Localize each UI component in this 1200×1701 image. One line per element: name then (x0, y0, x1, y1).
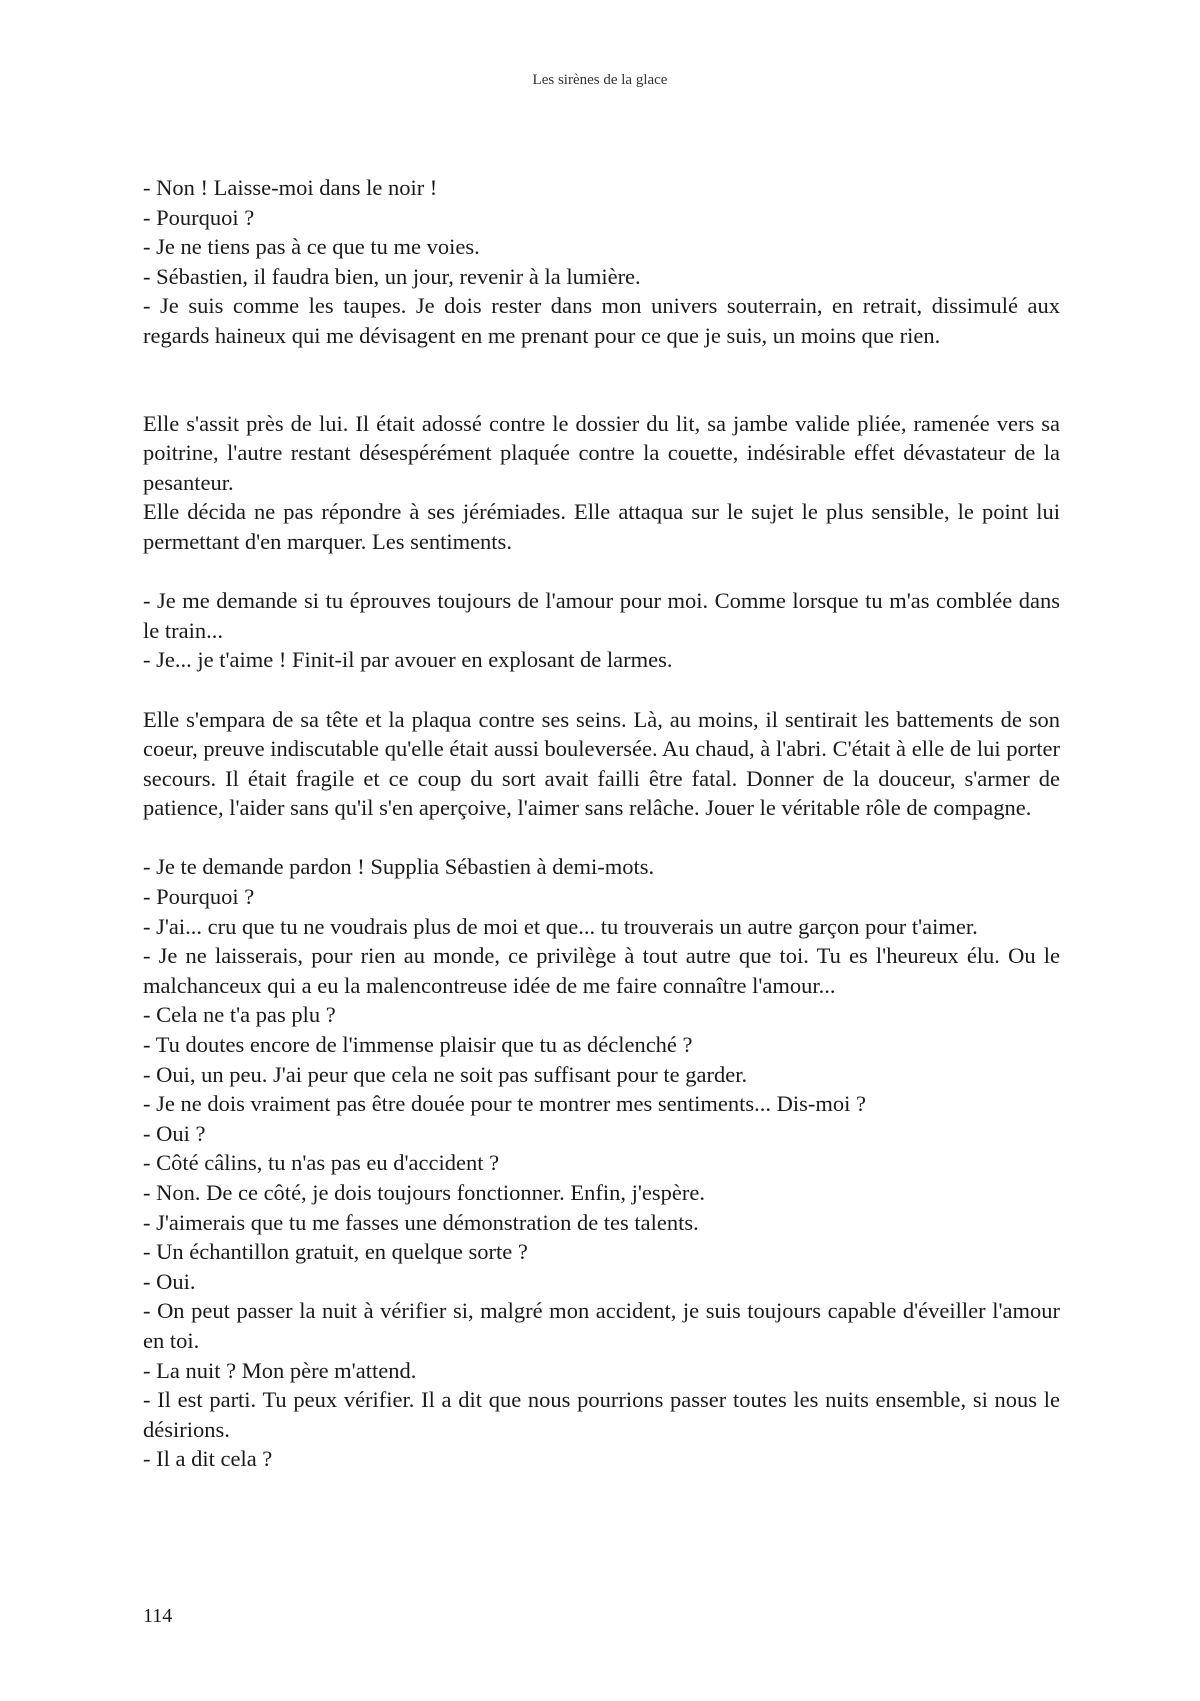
dialogue-line: - Je ne dois vraiment pas être douée pour te montrer mes sentiments... Dis-moi ? (143, 1091, 866, 1117)
dialogue-line: - J'ai... cru que tu ne voudrais plus de moi et que... tu trouverais un autre garçon pour t'aimer. (143, 913, 978, 939)
page-number: 114 (143, 1605, 173, 1627)
narrative-paragraph: Elle s'empara de sa tête et la plaqua contre ses seins. Là, au moins, il sentirait les battements de son coeur, preuve indiscutable qu'elle était aussi bouleversée. Au chaud, à l'abri. C'était à elle de lui porter secours. Il était fragile et ce coup du sort avait failli être fatal. Donner de la douceur, s'armer de patience, l'aider sans qu'il s'en aperçoive, l'aimer sans relâche. Jouer le véritable rôle de compagne. (143, 706, 1060, 821)
dialogue-line: - Il a dit cela ? (143, 1446, 273, 1472)
narrative-paragraph: Elle s'assit près de lui. Il était adossé contre le dossier du lit, sa jambe valide pliée, ramenée vers sa poitrine, l'autre restant désespérément plaquée contre la couette, indésirable effet dévastateur de la pesanteur. (143, 410, 1060, 495)
dialogue-line: - Oui ? (143, 1120, 206, 1146)
dialogue-line: - Je suis comme les taupes. Je dois rester dans mon univers souterrain, en retrait, dissimulé aux regards haineux qui me dévisagent en me prenant pour ce que je suis, un moins que rien. (143, 293, 1060, 348)
paragraph-gap (143, 823, 1060, 853)
dialogue-line: - Côté câlins, tu n'as pas eu d'accident ? (143, 1150, 500, 1176)
dialogue-line: - La nuit ? Mon père m'attend. (143, 1357, 417, 1383)
dialogue-line: - Non ! Laisse-moi dans le noir ! (143, 175, 438, 200)
dialogue-line: - Je me demande si tu éprouves toujours de l'amour pour moi. Comme lorsque tu m'as comblée dans le train... (143, 588, 1060, 643)
section-break (143, 351, 1060, 409)
dialogue-line: - Non. De ce côté, je dois toujours fonctionner. Enfin, j'espère. (143, 1180, 706, 1205)
paragraph-gap (143, 675, 1060, 705)
dialogue-line: - Je ne tiens pas à ce que tu me voies. (143, 234, 480, 260)
dialogue-line: - Oui. (143, 1268, 196, 1294)
page-body (143, 173, 1060, 1474)
narrative-paragraph: Elle décida ne pas répondre à ses jérémiades. Elle attaqua sur le sujet le plus sensible, le point lui permettant d'en marquer. Les sentiments. (143, 499, 1060, 554)
dialogue-line: - Tu doutes encore de l'immense plaisir que tu as déclenché ? (143, 1032, 693, 1058)
dialogue-line: - Je te demande pardon ! Supplia Sébastien à demi-mots. (143, 854, 655, 880)
dialogue-line: - Il est parti. Tu peux vérifier. Il a dit que nous pourrions passer toutes les nuits ensemble, si nous le désirions. (143, 1387, 1060, 1442)
dialogue-line: - Sébastien, il faudra bien, un jour, revenir à la lumière. (143, 263, 641, 289)
dialogue-line: - On peut passer la nuit à vérifier si, malgré mon accident, je suis toujours capable d'éveiller l'amour en toi. (143, 1298, 1060, 1353)
dialogue-line: - Cela ne t'a pas plu ? (143, 1002, 336, 1028)
dialogue-line: - Un échantillon gratuit, en quelque sorte ? (143, 1239, 528, 1265)
dialogue-line: - J'aimerais que tu me fasses une démonstration de tes talents. (143, 1209, 699, 1235)
dialogue-line: - Je ne laisserais, pour rien au monde, ce privilège à tout autre que toi. Tu es l'heureux élu. Ou le malchanceux qui a eu la malencontreuse idée de me faire connaître l'amour... (143, 943, 1060, 998)
dialogue-line: - Oui, un peu. J'ai peur que cela ne soit pas suffisant pour te garder. (143, 1061, 748, 1087)
dialogue-line: - Je... je t'aime ! Finit-il par avouer en explosant de larmes. (143, 647, 673, 673)
dialogue-line: - Pourquoi ? (143, 884, 255, 910)
running-header: Les sirènes de la glace (532, 72, 668, 88)
paragraph-gap (143, 557, 1060, 587)
dialogue-line: - Pourquoi ? (143, 204, 255, 230)
